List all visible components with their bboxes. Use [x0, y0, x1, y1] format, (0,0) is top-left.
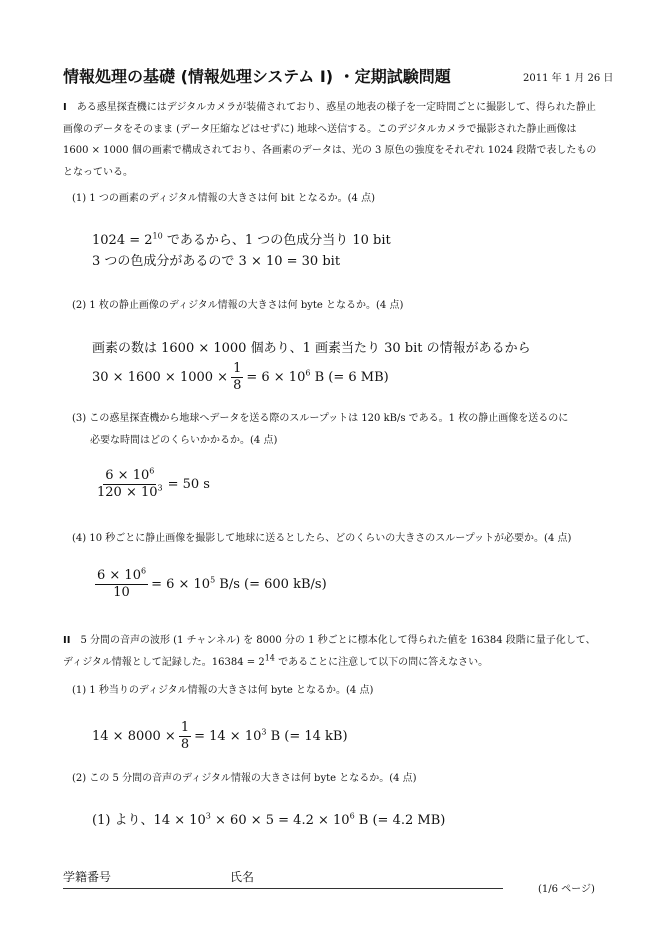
section-1-mark: I: [63, 102, 67, 113]
page-title: 情報処理の基礎 (情報処理システム I) ・定期試験問題: [63, 67, 451, 86]
answer-1-4: $\frac{6 \times 10^6}{10}$ = $6 \times 10^5$ B/s (= 600 kB/s): [97, 566, 327, 600]
question-1-2: (2) 1 枚の静止画像のディジタル情報の大きさは何 byte となるか。(4 点): [72, 300, 404, 311]
question-1-3: (3) この惑星探査機から地球へデータを送る際のスループットは 120 kB/s である。1 枚の静止画像を送るのに 必要な時間はどのくらいかかるか。(4 点): [72, 413, 569, 446]
question-1-4: (4) 10 秒ごとに静止画像を撮影して地球に送るとしたら、どのくらいの大きさのスループットが必要か。(4 点): [72, 533, 572, 544]
section-1-text: ある惑星探査機にはデジタルカメラが装備されており、惑星の地表の様子を一定時間ごとに撮影して、得られた静止画像のデータをそのまま (データ圧縮などはせずに) 地球へ送信する。このデジタルカメラで撮影された静止画像は 1600 × 1000 個の画素で構成されており、各画素のデータは、光の 3 原色の強度をそれぞれ 1024 段階で表したものとなっている。: [63, 102, 597, 178]
page-number: (1/6 ページ): [538, 884, 595, 895]
student-id-label: 学籍番号: [63, 870, 112, 884]
question-2-1: (1) 1 秒当りのディジタル情報の大きさは何 byte となるか。(4 点): [72, 685, 374, 696]
answer-2-2: (1) より、$14 \times 10^3 \times 60 \times 5 = 4.2 \times 10^6$ B (= 4.2 MB): [92, 811, 446, 828]
exam-date: 2011 年 1 月 26 日: [523, 73, 614, 84]
fraction: $\frac{6 \times 10^6}{10}$: [97, 566, 147, 600]
answer-1-2-line1: 画素の数は 1600 × 1000 個あり、1 画素当たり 30 bit の情報があるから: [92, 341, 531, 356]
answer-1-2: [92, 338, 531, 394]
section-2-mark: II: [63, 635, 71, 646]
answer-2-1: 14 × 8000 × $\frac{1}{8}$ = $14 \times 10^3$ B (= 14 kB): [92, 720, 348, 752]
question-1-1: (1) 1 つの画素のディジタル情報の大きさは何 bit となるか。(4 点): [72, 193, 376, 204]
answer-1-1-line2: 3 つの色成分があるので 3 × 10 = 30 bit: [92, 254, 341, 269]
fraction: $\frac{1}{8}$: [233, 361, 242, 393]
section-2-intro: II 5 分間の音声の波形 (1 チャンネル) を 8000 分の 1 秒ごとに標本化して得られた値を 16384 段階に量子化して、ディジタル情報として記録した。$16384 = 2^{14}$ であることに注意して以下の問に答えなさい。: [63, 635, 596, 668]
fraction: $\frac{1}{8}$: [180, 720, 190, 752]
answer-1-1-line1: $1024 = 2^{10}$ であるから、1 つの色成分当り 10 bit: [92, 231, 391, 248]
section-1-intro: [63, 97, 603, 183]
answer-1-3: $\frac{6 \times 10^6}{120 \times 10^3}$ = 50 s: [97, 466, 210, 500]
signature-line: [63, 888, 503, 889]
fraction: $\frac{6 \times 10^6}{120 \times 10^3}$: [97, 466, 163, 500]
name-label: 氏名: [230, 870, 255, 884]
answer-1-2-line2: 30 × 1600 × 1000 × $\frac{1}{8}$ = $6 \times 10^6$ B (= 6 MB): [92, 361, 389, 393]
answer-1-1: [92, 230, 391, 272]
question-2-2: (2) この 5 分間の音声のディジタル情報の大きさは何 byte となるか。(4 点): [72, 773, 417, 784]
